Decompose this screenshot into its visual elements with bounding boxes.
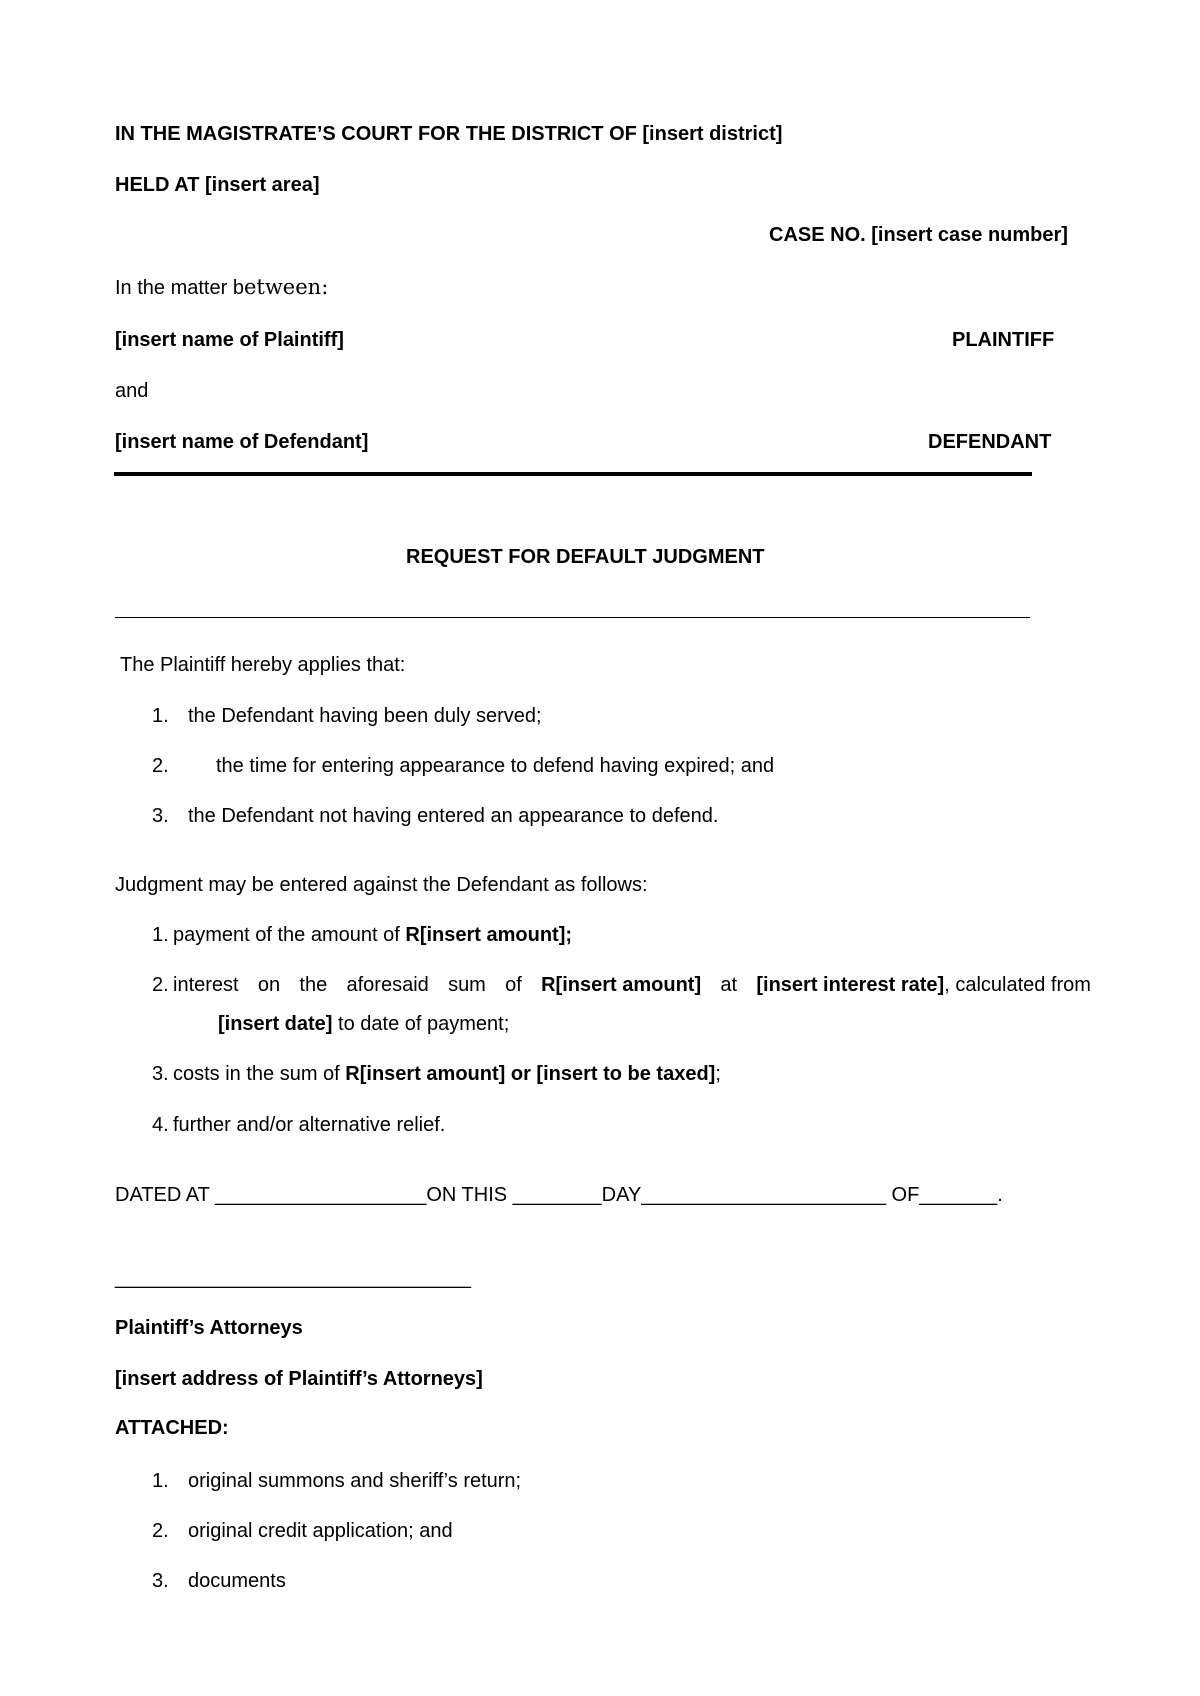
parties-divider	[114, 472, 1032, 476]
judgment-item-bold: R[insert amount] or [insert to be taxed]	[345, 1063, 716, 1085]
judgment-item-number: 3.	[152, 1063, 169, 1085]
interest-word: aforesaid	[346, 974, 429, 996]
document-title: REQUEST FOR DEFAULT JUDGMENT	[406, 546, 765, 568]
attorney-address: [insert address of Plaintiff’s Attorneys]	[115, 1368, 483, 1390]
applies-item-number: 1.	[152, 705, 169, 727]
attached-label: ATTACHED:	[115, 1417, 229, 1439]
interest-word: of	[505, 974, 522, 996]
applies-item: the time for entering appearance to defend having expired; and	[216, 755, 775, 777]
judgment-item-bold: R[insert amount];	[405, 924, 573, 946]
matter-suffix: etween:	[243, 275, 329, 299]
dated-line: DATED AT ___________________ON THIS ________DAY______________________ OF_______.	[115, 1184, 1003, 1206]
applies-item: the Defendant not having entered an appearance to defend.	[188, 805, 719, 827]
interest-tail: , calculated from	[944, 974, 1091, 996]
judgment-item-interest	[173, 975, 1091, 995]
title-underline	[115, 617, 1030, 618]
attached-item: original credit application; and	[188, 1520, 453, 1542]
plaintiff-name: [insert name of Plaintiff]	[115, 329, 344, 351]
interest-word: at	[720, 974, 738, 996]
judgment-intro: Judgment may be entered against the Defendant as follows:	[115, 874, 648, 896]
attached-item: documents	[188, 1570, 286, 1592]
held-at-line: HELD AT [insert area]	[115, 174, 320, 196]
judgment-item-text: costs in the sum of	[173, 1063, 346, 1085]
judgment-item-interest-cont	[218, 1014, 509, 1034]
attached-item-number: 2.	[152, 1520, 169, 1542]
interest-rate: [insert interest rate]	[756, 974, 945, 996]
interest-rate-group	[756, 975, 1091, 995]
defendant-name: [insert name of Defendant]	[115, 431, 369, 453]
applies-item: the Defendant having been duly served;	[188, 705, 542, 727]
judgment-item-costs	[173, 1064, 721, 1084]
matter-prefix: In the matter b	[115, 277, 244, 299]
defendant-label: DEFENDANT	[928, 431, 1052, 453]
judgment-item-relief: further and/or alternative relief.	[173, 1114, 446, 1136]
signature-label: Plaintiff’s Attorneys	[115, 1317, 303, 1339]
interest-amount: R[insert amount]	[541, 974, 702, 996]
interest-word: on	[257, 974, 281, 996]
judgment-item-payment	[173, 925, 572, 945]
attached-item-number: 1.	[152, 1470, 169, 1492]
case-number: CASE NO. [insert case number]	[769, 224, 1068, 246]
judgment-item-number: 4.	[152, 1114, 169, 1136]
attached-item: original summons and sheriff’s return;	[188, 1470, 522, 1492]
applies-item-number: 2.	[152, 755, 169, 777]
judgment-item-tail: ;	[715, 1063, 721, 1085]
interest-date-tail: to date of payment;	[332, 1013, 510, 1035]
plaintiff-label: PLAINTIFF	[952, 329, 1055, 351]
interest-date: [insert date]	[218, 1013, 333, 1035]
applies-item-number: 3.	[152, 805, 169, 827]
matter-between	[115, 277, 328, 298]
signature-line: ________________________________	[115, 1267, 471, 1289]
court-heading: IN THE MAGISTRATE’S COURT FOR THE DISTRICT OF [insert district]	[115, 123, 783, 145]
judgment-item-number: 1.	[152, 924, 169, 946]
interest-word: sum	[448, 974, 486, 996]
and-text: and	[115, 380, 149, 402]
attached-item-number: 3.	[152, 1570, 169, 1592]
judgment-item-number: 2.	[152, 974, 169, 996]
interest-word: the	[299, 974, 328, 996]
applies-intro: The Plaintiff hereby applies that:	[120, 654, 406, 676]
interest-word: interest	[173, 974, 239, 996]
judgment-item-text: payment of the amount of	[173, 924, 406, 946]
